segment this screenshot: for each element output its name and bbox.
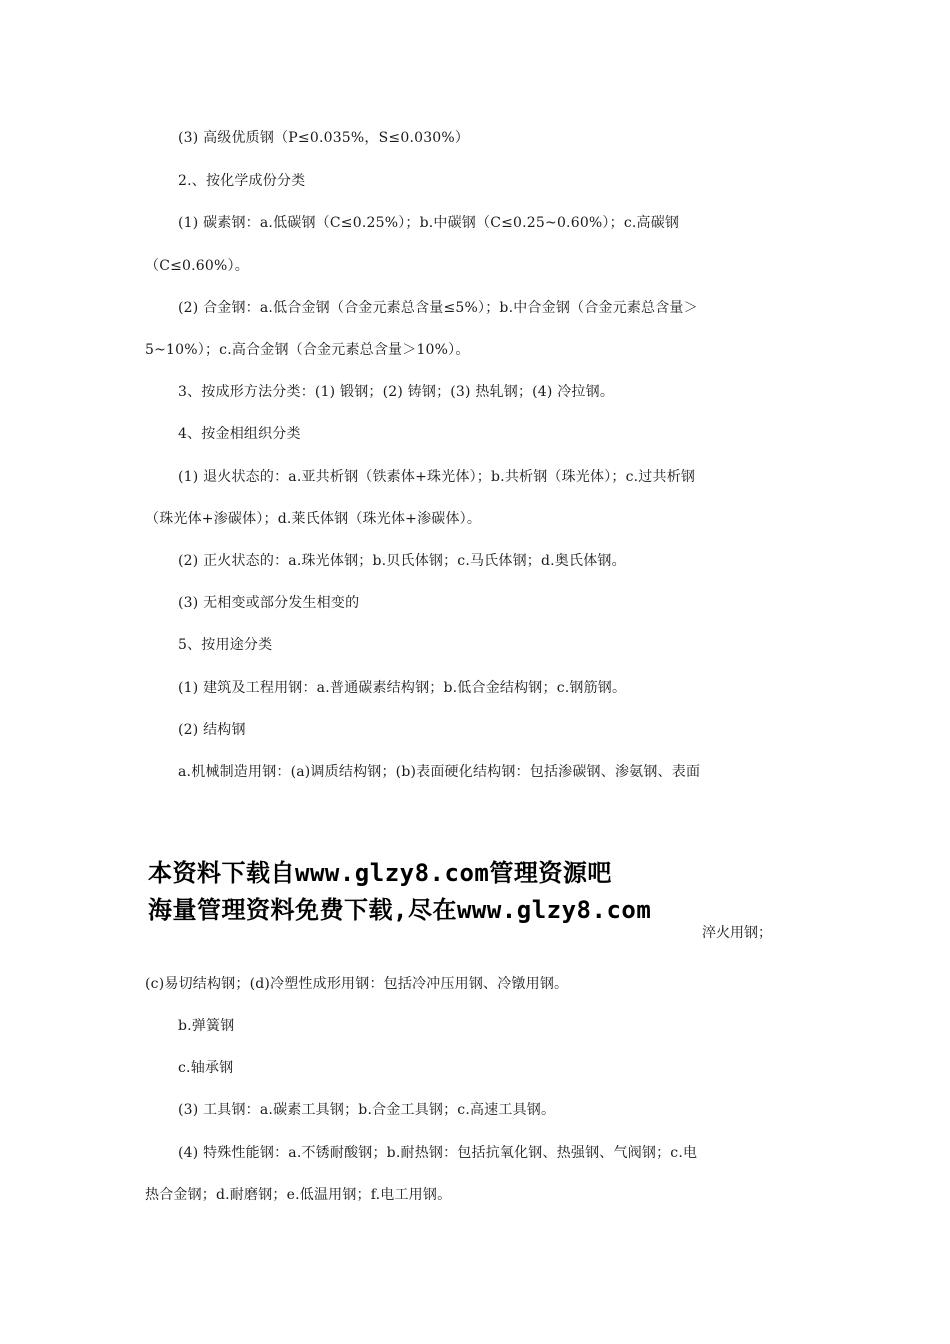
paragraph-line-tail: 淬火用钢；	[702, 925, 772, 941]
paragraph-line: (2) 结构钢	[178, 722, 246, 738]
paragraph-line: 热合金钢；d.耐磨钢；e.低温用钢；f.电工用钢。	[145, 1187, 452, 1203]
paragraph-line: (c)易切结构钢；(d)冷塑性成形用钢：包括冷冲压用钢、冷镦用钢。	[145, 976, 569, 992]
paragraph-line: (3) 工具钢：a.碳素工具钢；b.合金工具钢；c.高速工具钢。	[178, 1102, 556, 1118]
paragraph-line: c.轴承钢	[178, 1060, 234, 1076]
paragraph-line: (4) 特殊性能钢：a.不锈耐酸钢；b.耐热钢：包括抗氧化钢、热强钢、气阀钢；c.电	[178, 1145, 698, 1161]
paragraph-line: a.机械制造用钢：(a)调质结构钢；(b)表面硬化结构钢：包括渗碳钢、渗氨钢、表面	[178, 764, 701, 780]
paragraph-line: (3) 高级优质钢（P≤0.035%，S≤0.030%）	[178, 130, 470, 146]
watermark-line-1: 本资料下载自www.glzy8.com管理资源吧	[148, 859, 612, 887]
paragraph-line: (2) 合金钢：a.低合金钢（合金元素总含量≤5%）；b.中合金钢（合金元素总含量＞	[178, 300, 698, 316]
section-heading: 3、按成形方法分类：(1) 锻钢；(2) 铸钢；(3) 热轧钢；(4) 冷拉钢。	[178, 384, 615, 400]
paragraph-line: (1) 建筑及工程用钢：a.普通碳素结构钢；b.低合金结构钢；c.钢筋钢。	[178, 680, 627, 696]
section-heading: 5、按用途分类	[178, 637, 273, 653]
paragraph-line: b.弹簧钢	[178, 1018, 235, 1034]
paragraph-line: (1) 退火状态的：a.亚共析钢（铁素体+珠光体）；b.共析钢（珠光体）；c.过共析钢	[178, 469, 696, 485]
paragraph-line: （C≤0.60%）。	[145, 258, 249, 274]
section-heading: 4、按金相组织分类	[178, 426, 301, 442]
watermark-line-2: 海量管理资料免费下载,尽在www.glzy8.com	[148, 896, 652, 924]
paragraph-line: （珠光体+渗碳体）；d.莱氏体钢（珠光体+渗碳体）。	[145, 511, 482, 527]
paragraph-line: (1) 碳素钢：a.低碳钢（C≤0.25%）；b.中碳钢（C≤0.25~0.60%）；c.高碳钢	[178, 215, 680, 231]
paragraph-line: (3) 无相变或部分发生相变的	[178, 595, 360, 611]
paragraph-line: (2) 正火状态的：a.珠光体钢；b.贝氏体钢；c.马氏体钢；d.奥氏体钢。	[178, 553, 626, 569]
section-heading: 2.、按化学成份分类	[178, 173, 306, 189]
paragraph-line: 5~10%）；c.高合金钢（合金元素总含量＞10%）。	[145, 342, 470, 358]
